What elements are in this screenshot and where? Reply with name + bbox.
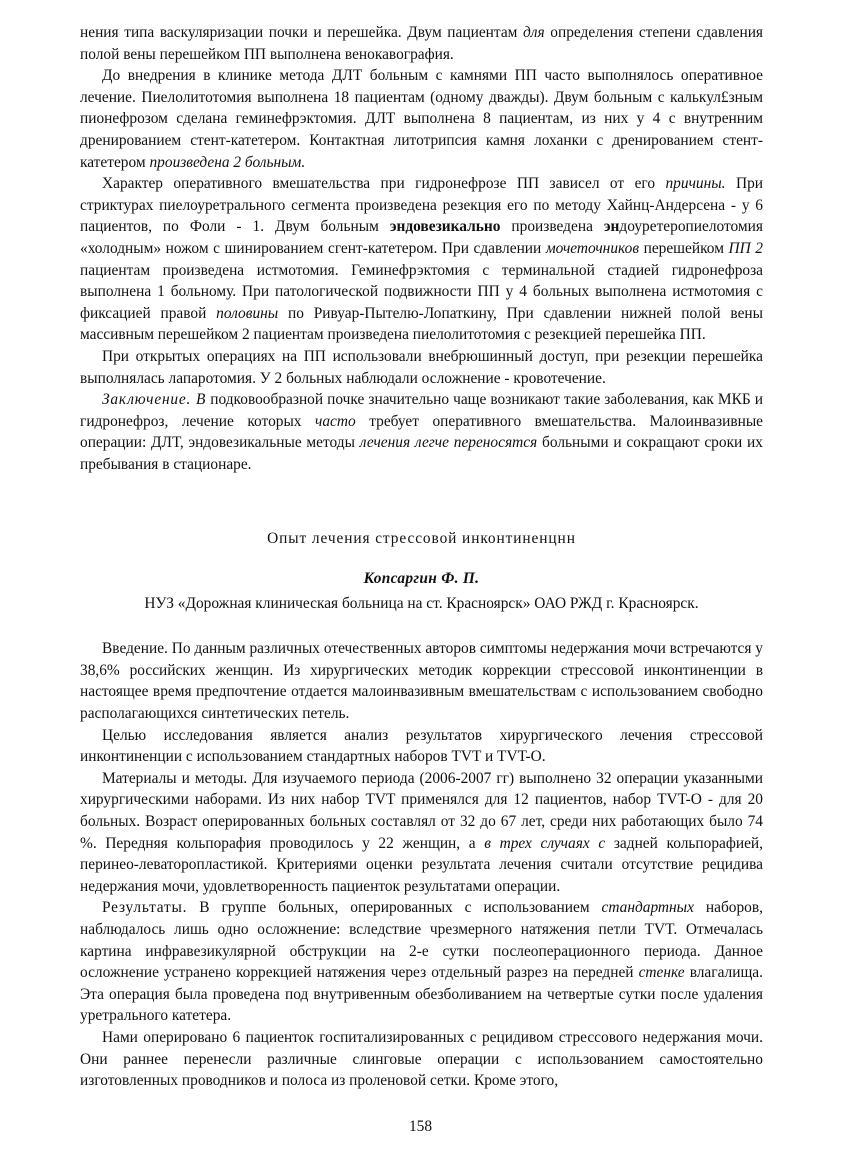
paragraph: Введение. По данным различных отечественных авторов симптомы недержания мочи встречаются у 38,6% российских женщин. Из хирургических методик коррекции стрессовой инконтиненции в настоящее время предпочтение отдается малоинвазивным вмешательствам с использованием свободно располагающихся синтетических петель. bbox=[80, 640, 763, 723]
text-run: наборов, наблюдалось лишь одно осложнение: вследствие чрезмерного натяжения петли TVT. Отмечалась картина инфравезикулярной обструкции на 2-е сутки послеоперационного периода. Данное осложнение устранено коррекцией натяжения через отдельный разрез на передней bbox=[80, 899, 763, 982]
text-run: определения степени сдавления полой вены перешейком ПП выполнена венокавография. bbox=[80, 24, 764, 63]
text-run: произведена bbox=[500, 218, 604, 236]
italic-text: часто bbox=[315, 412, 356, 430]
paragraph bbox=[80, 389, 763, 475]
text-run: подковообразной почке значительно чаще возникают такие заболевания, как МКБ и гидронефроз, лечение которых bbox=[80, 391, 763, 430]
text-run: В группе больных, оперированных с использованием bbox=[187, 899, 602, 917]
italic-text: ПП 2 bbox=[728, 239, 763, 257]
text-run: Материалы и методы. Для изучаемого периода (2006-2007 гг) выполнено 32 операции указанными хирургическими наборами. Из них набор TVT применялся для 12 пациентов, набор TVT-O - для 20 больных. Возраст оперированных больных составлял от 32 до 67 лет, среди них работающих было 74 %. Передняя кольпорафия проводилось у 22 женщин, а bbox=[80, 769, 763, 852]
text-run: пациентам произведена истмотомия. Геминефрэктомия с терминальной стадией гидронефроза выполнена 1 больному. При патологической подвижности ПП у 4 больных выполнена истмотомия с фиксацией правой bbox=[80, 261, 763, 322]
text-run: До внедрения в клинике метода ДЛТ больным с камнями ПП часто выполнялось оперативное лечение. Пиелолитотомия выполнена 18 пациентам (одному дважды). Двум больным с калькул£зным пионефрозом сделана геминефрэктомия. ДЛТ выполнена 8 пациентам, из них у 4 с внутренним дренированием стент-катетером. Контактная литотрипсия камня лоханки с дренированием стент-катетером bbox=[80, 67, 763, 171]
text-run: нения типа васкуляризации почки и перешейка. Двум пациентам bbox=[80, 24, 524, 41]
paragraph bbox=[80, 65, 763, 173]
text-run: При стриктурах пиелоуретрального сегмента произведена резекция его по методу Хайнц-Андерсена - у 6 пациентов, по Фоли - 1. Двум больным bbox=[80, 175, 763, 236]
page-number: 158 bbox=[408, 1118, 433, 1135]
italic-text: в трех случаях с bbox=[484, 834, 606, 852]
text-run: доуретеропиелотомия «холодным» ножом с шинированием сгент-катетером. При сдавлении bbox=[80, 218, 763, 257]
italic-text: стандартных bbox=[601, 899, 694, 917]
italic-text: для bbox=[523, 24, 545, 41]
bold-text: эн bbox=[603, 218, 620, 236]
text-run: требует оперативного вмешательства. Малоинвазивные операции: ДЛТ, эндовезикальные методы bbox=[80, 412, 763, 452]
italic-text: причины. bbox=[665, 175, 726, 193]
italic-text: произведена 2 больным. bbox=[149, 153, 306, 171]
text-run: больными и сокращают сроки их пребывания в стационаре. bbox=[80, 434, 763, 473]
paragraph bbox=[80, 173, 763, 346]
italic-text: лечения легче переносятся bbox=[359, 434, 538, 452]
italic-text: мочеточников bbox=[545, 239, 640, 257]
text-run: задней кольпорафией, перинео-леваторопластикой. Критериями оценки результата лечения считали отсутствие рецидива недержания мочи, удовлетворенность пациенток результатами операции. bbox=[80, 834, 763, 895]
bold-text: эндовезикально bbox=[389, 218, 501, 236]
paragraph bbox=[80, 897, 763, 1027]
spacer bbox=[80, 614, 763, 638]
italic-text: стенке bbox=[638, 964, 685, 982]
paragraph: При открытых операциях на ПП использовали внебрюшинный доступ, при резекции перешейка выполнялась лапаротомия. У 2 больных наблюдали осложнение - кровотечение. bbox=[80, 347, 763, 387]
text-run: Результаты. bbox=[102, 899, 188, 917]
text-run: по Ривуар-Пытелю-Лопаткину, При сдавлении нижней полой вены массивным перешейком 2 пациентам произведена пиелолитотомия с резекцией перешейка ПП. bbox=[80, 304, 763, 344]
text-run: Характер оперативного вмешательства при гидронефрозе ПП зависел от его bbox=[102, 175, 666, 193]
italic-text: половины bbox=[216, 304, 279, 322]
paragraph: Нами оперировано 6 пациенток госпитализированных с рецидивом стрессового недержания мочи. Они раннее перенесли различные слинговые операции с использованием самостоятельно изготовленных проводников и полоса из проленовой сетки. Кроме этого, bbox=[80, 1028, 763, 1090]
text-run: влагалища. Эта операция была проведена под внутривенным обезболиванием на четвертые сутки после удаления уретрального катетера. bbox=[80, 964, 763, 1025]
article-title: Опыт лечения стрессовой инконтиненцнн bbox=[267, 530, 576, 548]
paragraph bbox=[80, 768, 763, 898]
paragraph bbox=[80, 22, 763, 65]
text-run: перешейком bbox=[639, 239, 729, 257]
italic-text: Заключение. В bbox=[102, 391, 207, 409]
spacer bbox=[80, 475, 763, 528]
paragraph: Целью исследования является анализ результатов хирургического лечения стрессовой инконтиненции с использованием стандартных наборов TVT и TVT-O. bbox=[80, 726, 763, 766]
article-author: Копсаргин Ф. П. bbox=[363, 570, 480, 588]
article-affiliation: НУЗ «Дорожная клиническая больница на ст. Красноярск» ОАО РЖД г. Красноярск. bbox=[144, 594, 699, 612]
